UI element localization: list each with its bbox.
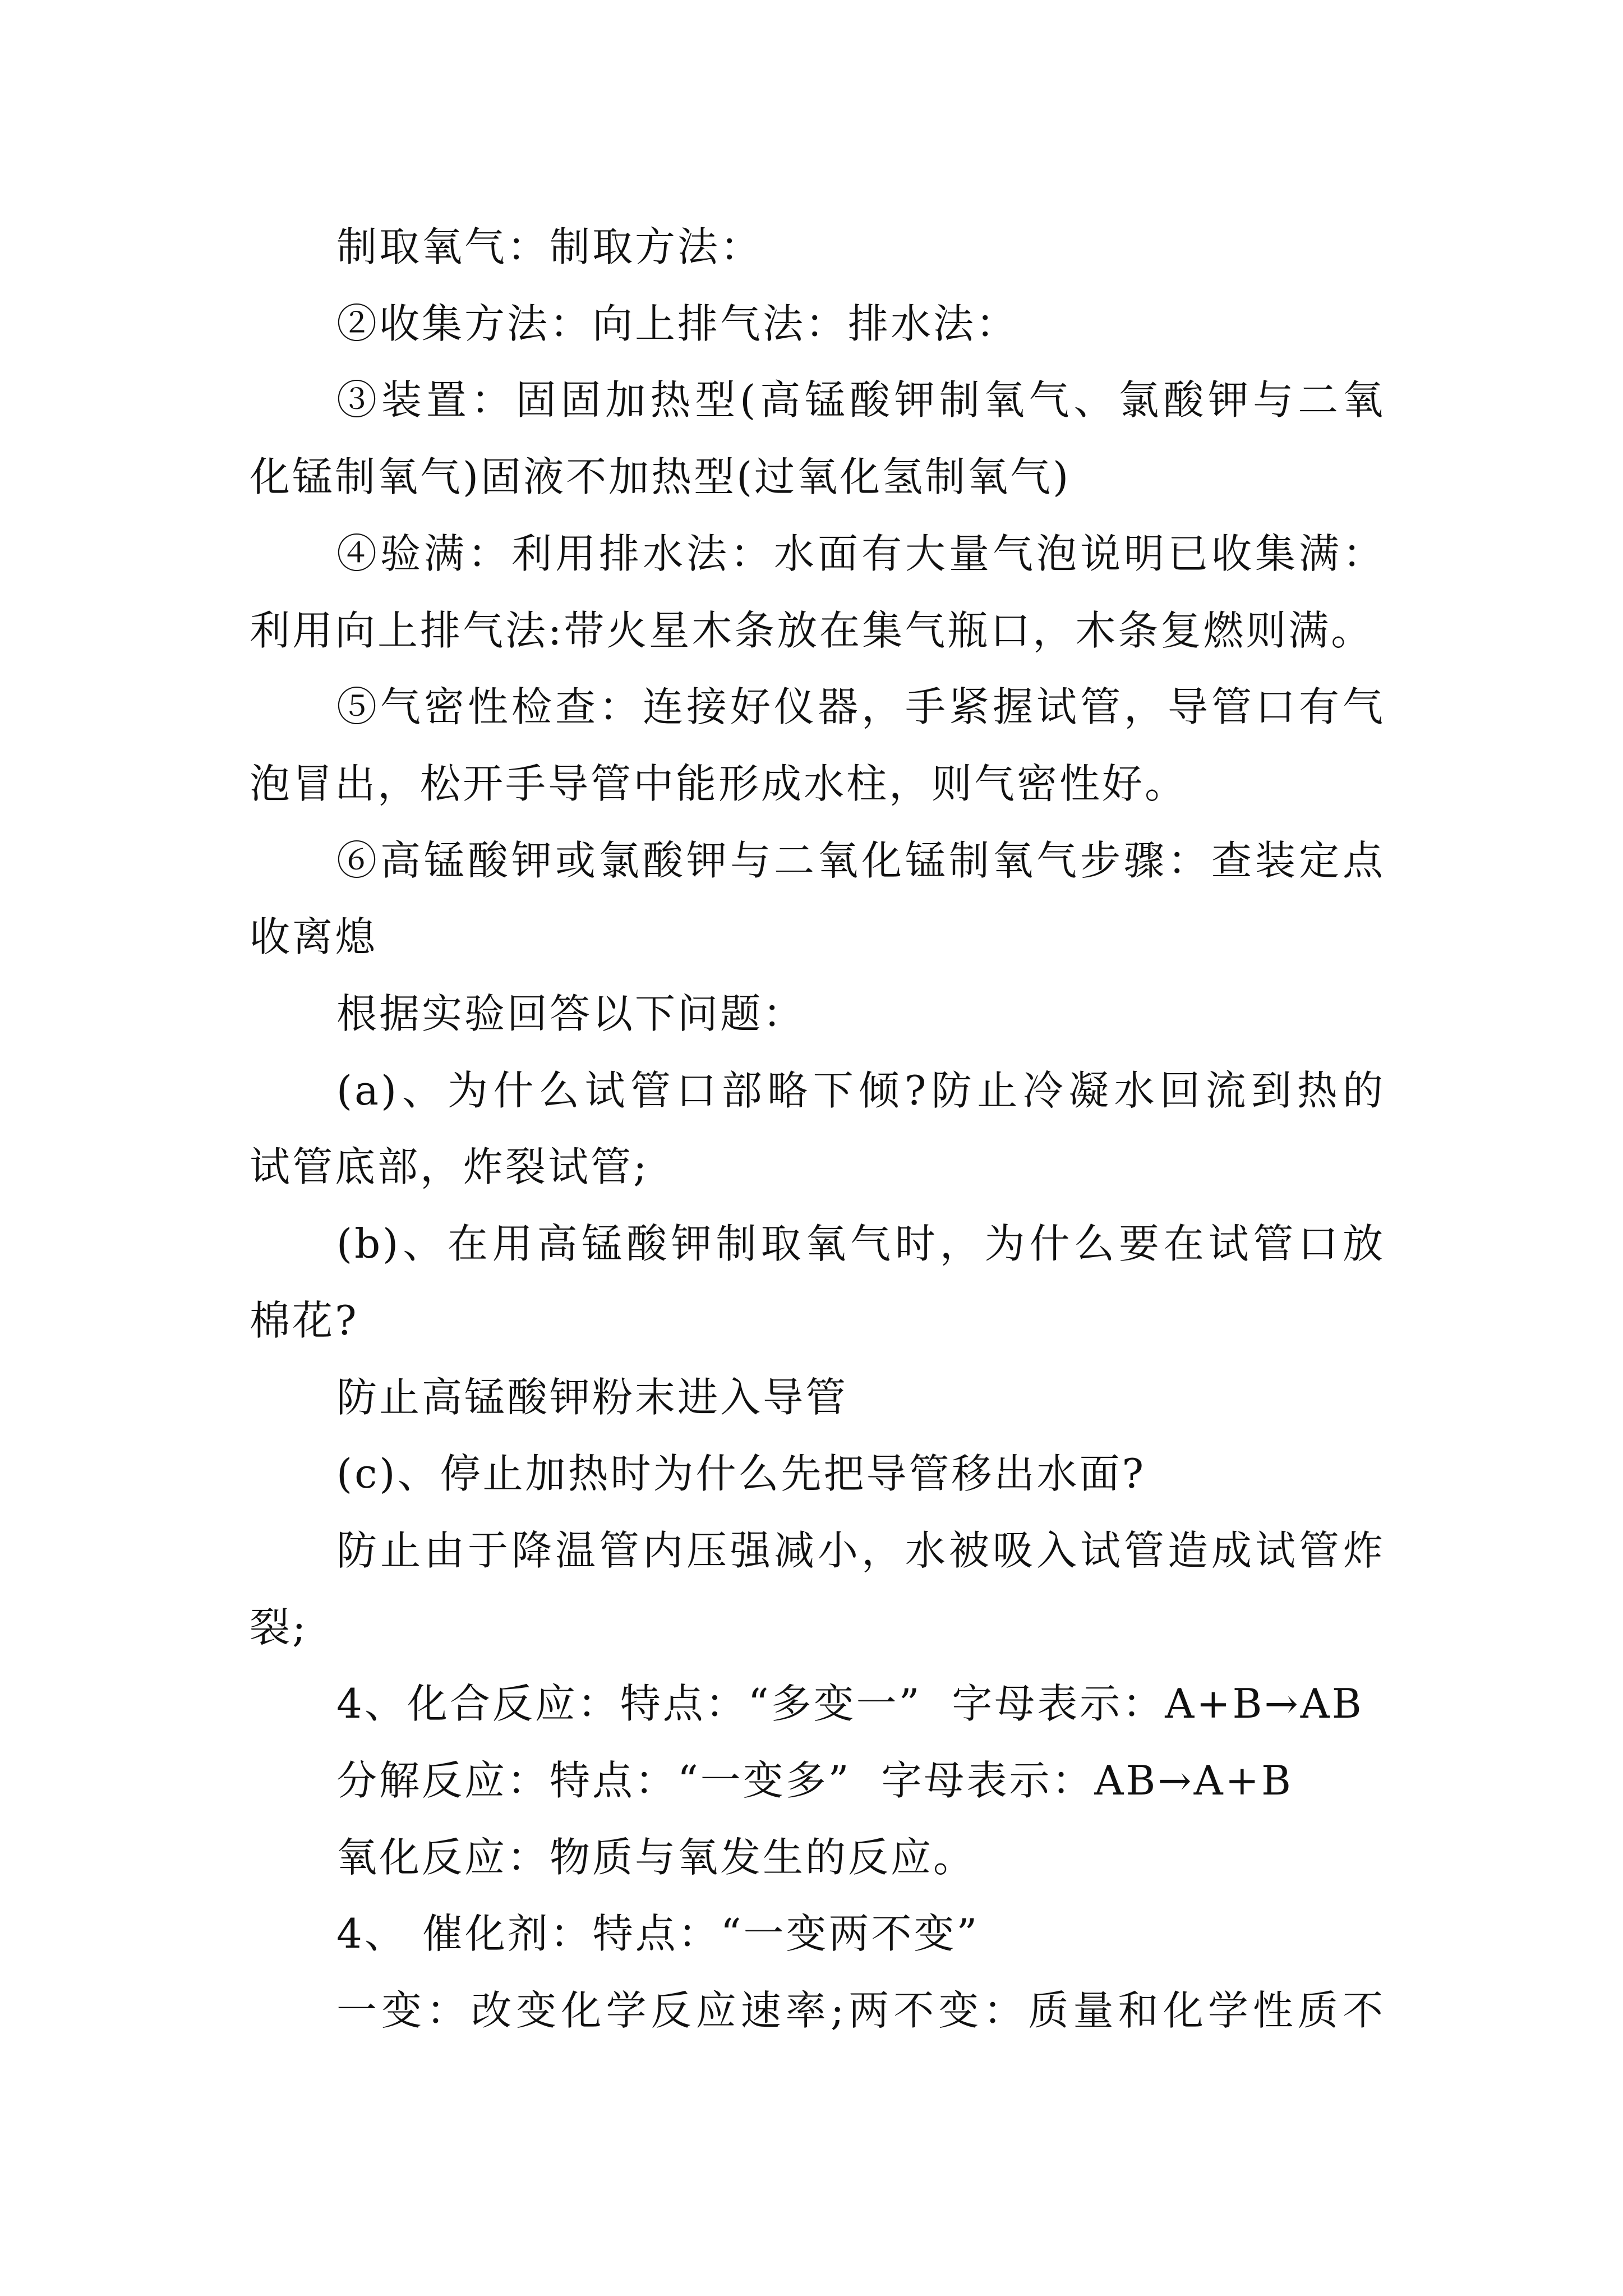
text-line-answer-c: 防止由于降温管内压强减小，水被吸入试管造成试管炸 <box>336 1527 1385 1574</box>
text-line-oxidation-reaction: 氧化反应：物质与氧发生的反应。 <box>336 1834 976 1881</box>
text-line-steps: ⑥高锰酸钾或氯酸钾与二氧化锰制氧气步骤：查装定点 <box>336 837 1385 884</box>
text-line-question-a-cont: 试管底部，炸裂试管; <box>250 1143 649 1190</box>
text-line-airtightness-cont: 泡冒出，松开手导管中能形成水柱，则气密性好。 <box>250 760 1188 807</box>
text-line-catalyst: 4、 催化剂：特点：“一变两不变” <box>336 1910 980 1957</box>
text-line-airtightness: ⑤气密性检查：连接好仪器，手紧握试管，导管口有气 <box>336 683 1385 730</box>
text-line-combination-reaction: 4、化合反应：特点：“多变一” 字母表示：A+B→AB <box>336 1680 1364 1727</box>
text-line-answer-c-cont: 裂; <box>250 1604 308 1651</box>
text-line-decomposition-reaction: 分解反应：特点：“一变多” 字母表示：AB→A+B <box>336 1757 1293 1804</box>
text-line-question-b: (b)、在用高锰酸钾制取氧气时，为什么要在试管口放 <box>336 1220 1385 1267</box>
text-line-question-a: (a)、为什么试管口部略下倾?防止冷凝水回流到热的 <box>336 1067 1385 1114</box>
text-line-answer-b: 防止高锰酸钾粉末进入导管 <box>336 1374 849 1421</box>
text-line-apparatus-cont: 化锰制氧气)固液不加热型(过氧化氢制氧气) <box>250 453 1071 500</box>
text-line-catalyst-detail: 一变：改变化学反应速率;两不变：质量和化学性质不 <box>336 1987 1385 2034</box>
text-line-question-c: (c)、停止加热时为什么先把导管移出水面? <box>336 1450 1146 1497</box>
text-line-oxygen-prep: 制取氧气：制取方法： <box>336 223 763 270</box>
text-line-apparatus: ③装置：固固加热型(高锰酸钾制氧气、氯酸钾与二氧 <box>336 376 1385 424</box>
text-line-question-b-cont: 棉花? <box>250 1297 359 1344</box>
text-line-collection-method: ②收集方法：向上排气法：排水法： <box>336 300 1019 347</box>
text-line-full-check: ④验满：利用排水法：水面有大量气泡说明已收集满： <box>336 530 1385 577</box>
text-line-questions-intro: 根据实验回答以下问题： <box>336 990 806 1037</box>
text-line-steps-cont: 收离熄 <box>250 913 378 960</box>
text-line-full-check-cont: 利用向上排气法:带火星木条放在集气瓶口，木条复燃则满。 <box>250 607 1374 654</box>
